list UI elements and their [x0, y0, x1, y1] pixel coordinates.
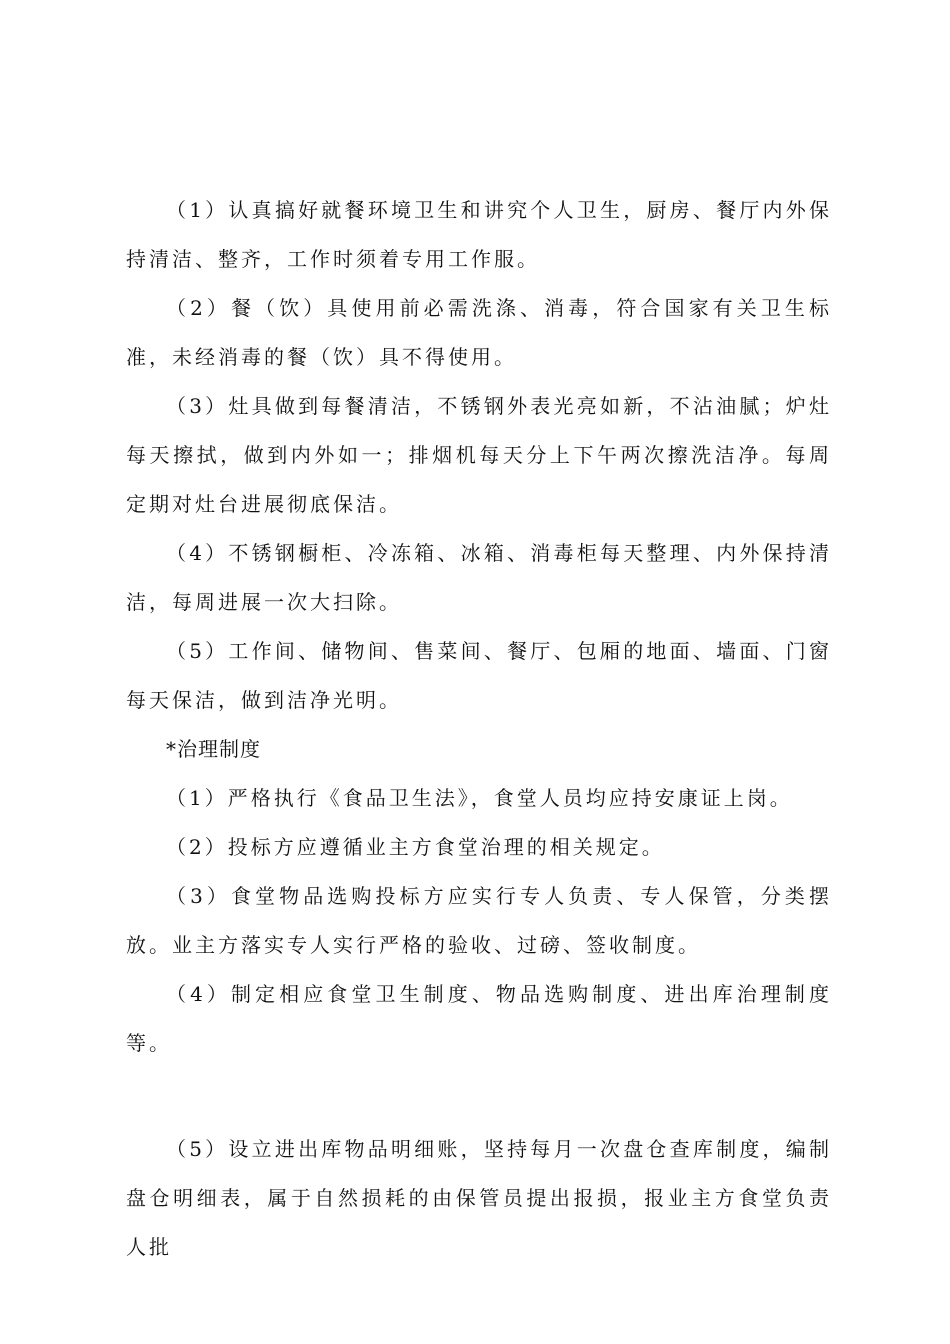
paragraph-hygiene-4: （4）不锈钢橱柜、冷冻箱、冰箱、消毒柜每天整理、内外保持清洁，每周进展一次大扫除。 — [126, 541, 832, 614]
document-body — [126, 186, 832, 1272]
section-heading: *治理制度 — [166, 737, 261, 761]
paragraph-gap — [126, 1068, 832, 1125]
paragraph-hygiene-2: （2）餐（饮）具使用前必需洗涤、消毒，符合国家有关卫生标准，未经消毒的餐（饮）具不得使用。 — [126, 296, 832, 369]
paragraph-management-5: （5）设立进出库物品明细账，坚持每月一次盘仓查库制度，编制盘仓明细表，属于自然损耗的由保管员提出报损，报业主方食堂负责人批 — [126, 1137, 832, 1259]
paragraph-management-3: （3）食堂物品选购投标方应实行专人负责、专人保管，分类摆放。业主方落实专人实行严格的验收、过磅、签收制度。 — [126, 884, 832, 957]
paragraph-hygiene-5: （5）工作间、储物间、售菜间、餐厅、包厢的地面、墙面、门窗每天保洁，做到洁净光明。 — [126, 639, 832, 712]
paragraph-management-4: （4）制定相应食堂卫生制度、物品选购制度、进出库治理制度等。 — [126, 982, 832, 1055]
paragraph-hygiene-1: （1）认真搞好就餐环境卫生和讲究个人卫生，厨房、餐厅内外保持清洁、整齐，工作时须着专用工作服。 — [126, 198, 832, 271]
paragraph-management-2: （2）投标方应遵循业主方食堂治理的相关规定。 — [166, 835, 665, 859]
paragraph-management-1: （1）严格执行《食品卫生法》，食堂人员均应持安康证上岗。 — [166, 786, 793, 810]
paragraph-hygiene-3: （3）灶具做到每餐清洁，不锈钢外表光亮如新，不沾油腻；炉灶每天擦拭，做到内外如一；排烟机每天分上下午两次擦洗洁净。每周定期对灶台进展彻底保洁。 — [126, 394, 832, 516]
